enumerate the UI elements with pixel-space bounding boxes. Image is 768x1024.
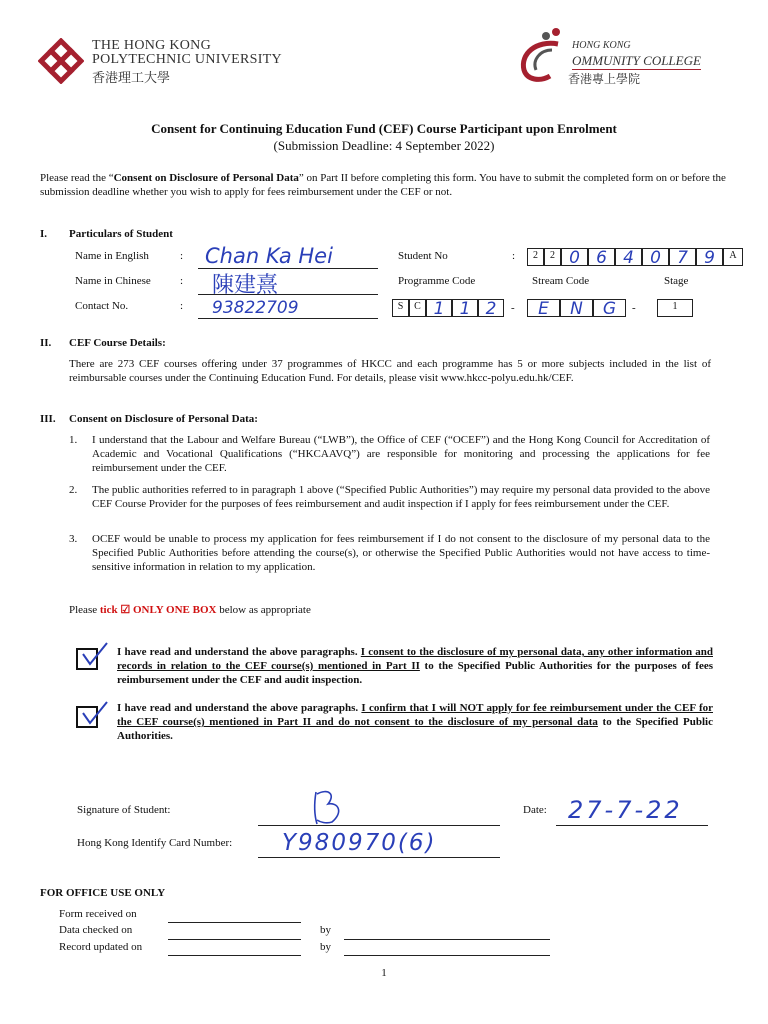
polyu-name-chinese: 香港理工大學	[92, 71, 171, 86]
form-title: Consent for Continuing Education Fund (CEF) Course Participant upon Enrolment	[151, 121, 617, 136]
char-box[interactable]: 1	[657, 299, 693, 317]
polyu-logo	[38, 38, 288, 84]
checkmark-icon	[80, 640, 110, 668]
updated-by-line[interactable]	[344, 955, 550, 956]
hkcc-name-chinese: 香港專上學院	[568, 72, 641, 86]
checkmark-icon	[80, 699, 110, 727]
section2-title: CEF Course Details:	[69, 337, 166, 349]
tick-instruction-emphasis: tick ☑ ONLY ONE BOX	[99, 604, 217, 616]
page-number: 1	[381, 967, 387, 979]
char-box[interactable]: N	[560, 299, 593, 317]
hkid-label: Hong Kong Identify Card Number:	[77, 837, 233, 849]
data-checked-line[interactable]	[168, 939, 301, 940]
form-subtitle: (Submission Deadline: 4 September 2022)	[273, 138, 495, 153]
office-title: FOR OFFICE USE ONLY	[40, 887, 166, 899]
char-box[interactable]: C	[409, 299, 426, 317]
intro-paragraph: Please read the “Consent on Disclosure of Personal Data” on Part II before completing this form. You have to submit the completed form on or before the submission deadline whether you wish to apply for fees reimbursement under the CEF or not.	[40, 172, 726, 198]
name-english-value: Chan Ka Hei	[205, 244, 333, 268]
section1-title: Particulars of Student	[69, 228, 173, 240]
dash: -	[632, 302, 636, 314]
checked-by-line[interactable]	[344, 939, 550, 940]
char-box[interactable]: 1	[426, 299, 452, 317]
char-box[interactable]: 9	[696, 248, 723, 266]
char-box[interactable]: A	[723, 248, 743, 266]
char-box[interactable]: 0	[561, 248, 588, 266]
item-number: 1.	[69, 434, 78, 446]
hkid-line[interactable]	[258, 857, 500, 858]
no-consent-option-text: I have read and understand the above paragraphs. I confirm that I will NOT apply for fee reimbursement under the CEF for the CEF course(s) mentioned in Part II and do not consent to the disclosure of my personal data to the Specified Public Authorities.	[117, 702, 713, 742]
char-box[interactable]: E	[527, 299, 560, 317]
name-chinese-label: Name in Chinese	[75, 275, 151, 287]
consent-item-3: OCEF would be unable to process my application for fees reimbursement if I do not consent to the disclosure of my personal data to the Specified Public Authorities before attending the course(s), or otherwise the Specified Public Authorities would not have access to time-sensitive information in relation to my application.	[92, 533, 710, 573]
char-box[interactable]: 2	[544, 248, 561, 266]
hkcc-name-line2: OMMUNITY COLLEGE	[572, 53, 701, 68]
signature-line[interactable]	[258, 825, 500, 826]
hkcc-logo	[516, 28, 701, 88]
form-received-label: Form received on	[59, 908, 137, 920]
char-box[interactable]: 2	[527, 248, 544, 266]
hkcc-swirl-icon	[516, 28, 576, 88]
char-box[interactable]: S	[392, 299, 409, 317]
colon: :	[180, 250, 184, 262]
signature-label: Signature of Student:	[77, 804, 171, 816]
stream-code-label: Stream Code	[532, 275, 590, 287]
colon: :	[512, 250, 516, 262]
record-updated-label: Record updated on	[59, 941, 143, 953]
date-value: 27-7-22	[568, 796, 683, 824]
char-box[interactable]: 6	[588, 248, 615, 266]
date-label: Date:	[523, 804, 547, 816]
char-box[interactable]: 0	[642, 248, 669, 266]
colon: :	[180, 275, 184, 287]
programme-code-label: Programme Code	[398, 275, 476, 287]
section3-title: Consent on Disclosure of Personal Data:	[69, 413, 258, 425]
char-box[interactable]: 7	[669, 248, 696, 266]
char-box[interactable]: 1	[452, 299, 478, 317]
stage-label: Stage	[664, 275, 689, 287]
name-english-label: Name in English	[75, 250, 149, 262]
student-signature	[308, 786, 352, 828]
item-number: 3.	[69, 533, 78, 545]
consent-item-1: I understand that the Labour and Welfare Bureau (“LWB”), the Office of CEF (“OCEF”) and the Hong Kong Council for Accreditation of Academic and Vocational Qualifications (“HKCAAVQ”) are responsible for monitoring and processing the applications for fee reimbursement under the CEF.	[92, 434, 710, 474]
by-label: by	[320, 941, 331, 953]
polyu-name-line2: POLYTECHNIC UNIVERSITY	[92, 52, 282, 67]
name-chinese-value: 陳建熹	[212, 273, 279, 298]
section2-text: There are 273 CEF courses offering under 37 programmes of HKCC and each programme has 5 or more subjects included in the list of reimbursable courses under the Continuing Education Fund. For details, please visit www.hkcc-polyu.edu.hk/CEF.	[69, 358, 711, 384]
section1-number: I.	[40, 228, 48, 240]
date-line[interactable]	[556, 825, 708, 826]
polyu-name-line1: THE HONG KONG	[92, 38, 211, 53]
colon: :	[180, 300, 184, 312]
consent-option-text: I have read and understand the above paragraphs. I consent to the disclosure of my personal data, any other information and records in relation to the CEF course(s) mentioned in Part II to the Specified Public Authorities for the purposes of fees reimbursement under the CEF and audit inspection.	[117, 646, 714, 686]
item-number: 2.	[69, 484, 78, 496]
contact-line[interactable]	[198, 318, 378, 319]
record-updated-line[interactable]	[168, 955, 301, 956]
contact-label: Contact No.	[75, 300, 129, 312]
section3-number: III.	[40, 413, 56, 425]
char-box[interactable]: 4	[615, 248, 642, 266]
consent-item-2: The public authorities referred to in paragraph 1 above (“Specified Public Authorities”) may require my personal data provided to the above CEF Course Provider for the purposes of fees reimbursement and audit inspection if I apply for fees reimbursement under the CEF.	[92, 484, 710, 510]
tick-instruction: Please tick ☑ ONLY ONE BOX below as appropriate	[69, 604, 311, 616]
hkid-value: Y980970(6)	[282, 830, 437, 856]
contact-value: 93822709	[212, 298, 299, 318]
char-box[interactable]: G	[593, 299, 626, 317]
data-checked-label: Data checked on	[59, 924, 133, 936]
section2-number: II.	[40, 337, 52, 349]
dash: -	[511, 302, 515, 314]
form-received-line[interactable]	[168, 922, 301, 923]
by-label: by	[320, 924, 331, 936]
hkcc-name-line1: HONG KONG	[572, 40, 631, 51]
student-no-label: Student No	[398, 250, 448, 262]
char-box[interactable]: 2	[478, 299, 504, 317]
intro-bold: Consent on Disclosure of Personal Data	[113, 172, 299, 184]
polyu-emblem-icon	[38, 38, 84, 84]
